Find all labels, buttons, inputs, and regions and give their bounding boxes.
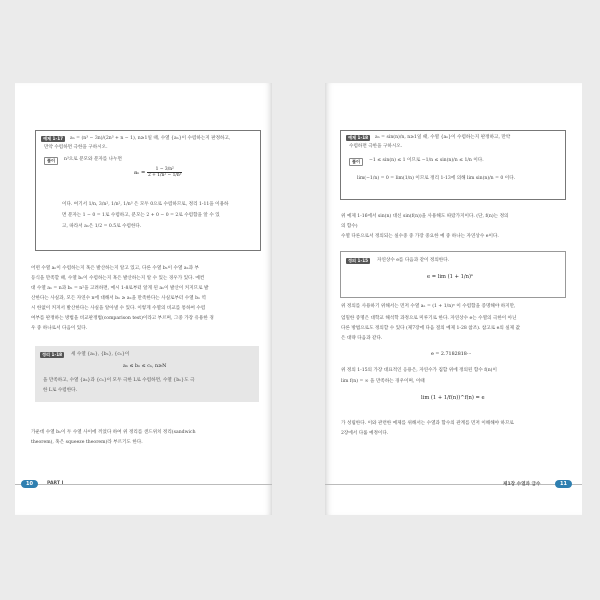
part-label: PART I — [47, 481, 64, 486]
body-text: 2장에서 다룰 예정이다. — [341, 431, 389, 436]
body-text: theorem), 혹은 squeeze theorem)라 부르기도 한다. — [31, 440, 143, 445]
theorem-equation: aₙ ≤ bₙ ≤ cₙ, n≥N — [123, 364, 167, 369]
theorem-text: 세 수열 {aₙ}, {bₙ}, {cₙ}이 — [71, 352, 130, 357]
solution-label: 풀이 — [349, 158, 363, 166]
body-text: 은 대략 다음과 같다. — [341, 336, 383, 341]
example-label: 예제 1-17 — [43, 136, 64, 141]
example-text: 수렴하면 극한을 구하시오. — [349, 144, 403, 149]
body-text: 엄밀한 증명은 대학교 해석학 과정으로 미루기로 한다. 자연상수 e는 수열의 극한이 아닌 — [341, 316, 517, 321]
body-text: 가 성립한다. 이와 관련한 예제를 위해서는 수열과 함수의 관계를 먼저 이해해야 하므로 — [341, 421, 514, 426]
body-text: 여부를 판정하는 방법을 비교판정법(comparison test)이라고 부르며, 그중 가장 유용한 경 — [31, 316, 214, 321]
body-text: 산한다는 사실과, 모든 자연수 n에 대해서 bₙ ≥ aₙ을 만족한다는 사실로부터 수열 bₙ 역 — [31, 296, 206, 301]
body-text: 위 예제 1-16에서 sin(n) 대신 sin(f(n))을 사용해도 따랐가지이다. (단, f(n)는 정의 — [341, 214, 509, 219]
example-1-18-box — [340, 130, 566, 200]
limit-equation: lim (1 + 1/f(n))^f(n) = e — [421, 395, 485, 401]
theorem-text: 을 만족하고, 수열 {aₙ}과 {cₙ}이 모두 극한 L로 수렴하면, 수열 {bₙ}도 극 — [43, 378, 195, 383]
body-text: 의 함수) — [341, 224, 358, 229]
right-page — [325, 83, 582, 515]
left-page — [15, 83, 272, 515]
theorem-text: 한 L로 수렴한다. — [43, 388, 78, 393]
body-text: 시 한없이 커져서 발산한다는 사실을 알아낼 수 있다. 이렇게 수열의 비교를 통하여 수렴 — [31, 306, 206, 311]
body-text: 다른 방법으로도 정의할 수 있다 (제7장에 다음 절의 예제 1-28 참조). 참고로 e의 실제 값 — [341, 326, 521, 331]
page-number: 11 — [555, 480, 572, 488]
body-text: 대 수열 aₙ = n과 bₙ = n²을 고려하면, 예시 1-8로부터 알게 된 aₙ이 발산이 커지므로 발 — [31, 286, 209, 291]
example-1-17-box — [35, 130, 261, 251]
definition-label: 정의 1-15 — [348, 258, 369, 263]
solution-label: 풀이 — [44, 157, 58, 165]
body-text: 우 중 하나로서 다음이 있다. — [31, 326, 88, 331]
solution-text: 고, 따라서 aₙ은 1/2 = 0.5로 수렴한다. — [62, 224, 142, 229]
body-text: 어떤 수열 aₙ이 수렴하는지 혹은 발산하는지 알고 있고, 다른 수열 bₙ이 수열 aₙ과 부 — [31, 266, 199, 271]
theorem-label: 정리 1-18 — [42, 352, 63, 357]
body-text: 가운데 수열 bₙ이 두 수열 사이에 끼었다 하여 위 정리를 샌드위치 정리(sandwich — [31, 430, 196, 435]
example-text: 만약 수렴하면 극한을 구하시오. — [44, 145, 108, 150]
solution-text: 면 분자는 1 − 0 = 1로 수렴하고, 분모는 2 + 0 − 0 = 2로 수렴함을 알 수 있 — [62, 213, 220, 218]
e-value: e = 2.7182818··· — [431, 352, 472, 357]
example-text: aₙ = sin(n)/n, n≥1일 때, 수열 {aₙ}이 수렴하는지 판정하고, 만약 — [375, 135, 511, 140]
example-text: aₙ = (n³ − 3n)/(2n³ + n − 1), n≥1일 때, 수열 {aₙ}이 수렴하는지 판정하고, — [70, 136, 231, 141]
solution-text: 이다. 여기서 1/n, 3/n², 1/n², 1/n³ 은 모두 0으로 수렴하므로, 정리 1-11을 이용하 — [62, 202, 229, 207]
solution-text: −1 ≤ sin(n) ≤ 1 이므로 −1/n ≤ sin(n)/n ≤ 1/n 이다. — [369, 158, 484, 163]
theorem-1-18-box — [35, 346, 259, 402]
body-text: lim f(n) = ∞ 을 만족하는 경우이며, 이때 — [341, 379, 425, 384]
body-text: 위 정의 1-15의 가장 대표적인 응용은, 자연수가 집합 위에 정의된 함수 f(n)이 — [341, 368, 497, 373]
body-text: 등식을 만족할 때, 수열 bₙ이 수렴하는지 혹은 발산하는지 알 수 있는 경우가 있다. 예컨 — [31, 276, 205, 281]
body-text: 위 정의를 사용하기 위해서는 먼저 수열 aₙ = (1 + 1/n)ⁿ 이 수렴함을 증명해야 하지만, — [341, 304, 516, 309]
page-number: 10 — [21, 480, 38, 488]
chapter-label: 제1장 수열과 급수 — [503, 482, 541, 487]
solution-text: lim(−1/n) = 0 = lim(1/n) 이므로 정리 1-13에 의해 lim sin(n)/n = 0 이다. — [357, 176, 516, 181]
definition-equation: e = lim (1 + 1/n)ⁿ — [427, 274, 474, 280]
solution-text: n³으로 분모와 분자를 나누면 — [64, 157, 122, 162]
footer-rule — [325, 484, 582, 485]
body-text: 수열 다른으로서 정의되는 실수중 중 가장 중요한 예 중 하나는 자연상수 e이다. — [341, 234, 499, 239]
solution-equation: aₙ = $\frac{\text{1 − 3/n²}}{\text{2 + 1/n² − 1/n³}}$ — [134, 167, 182, 178]
example-label: 예제 1-18 — [348, 135, 369, 140]
definition-1-15-box — [340, 251, 566, 298]
definition-text: 자연상수 e를 다음과 같이 정의한다. — [377, 258, 450, 263]
